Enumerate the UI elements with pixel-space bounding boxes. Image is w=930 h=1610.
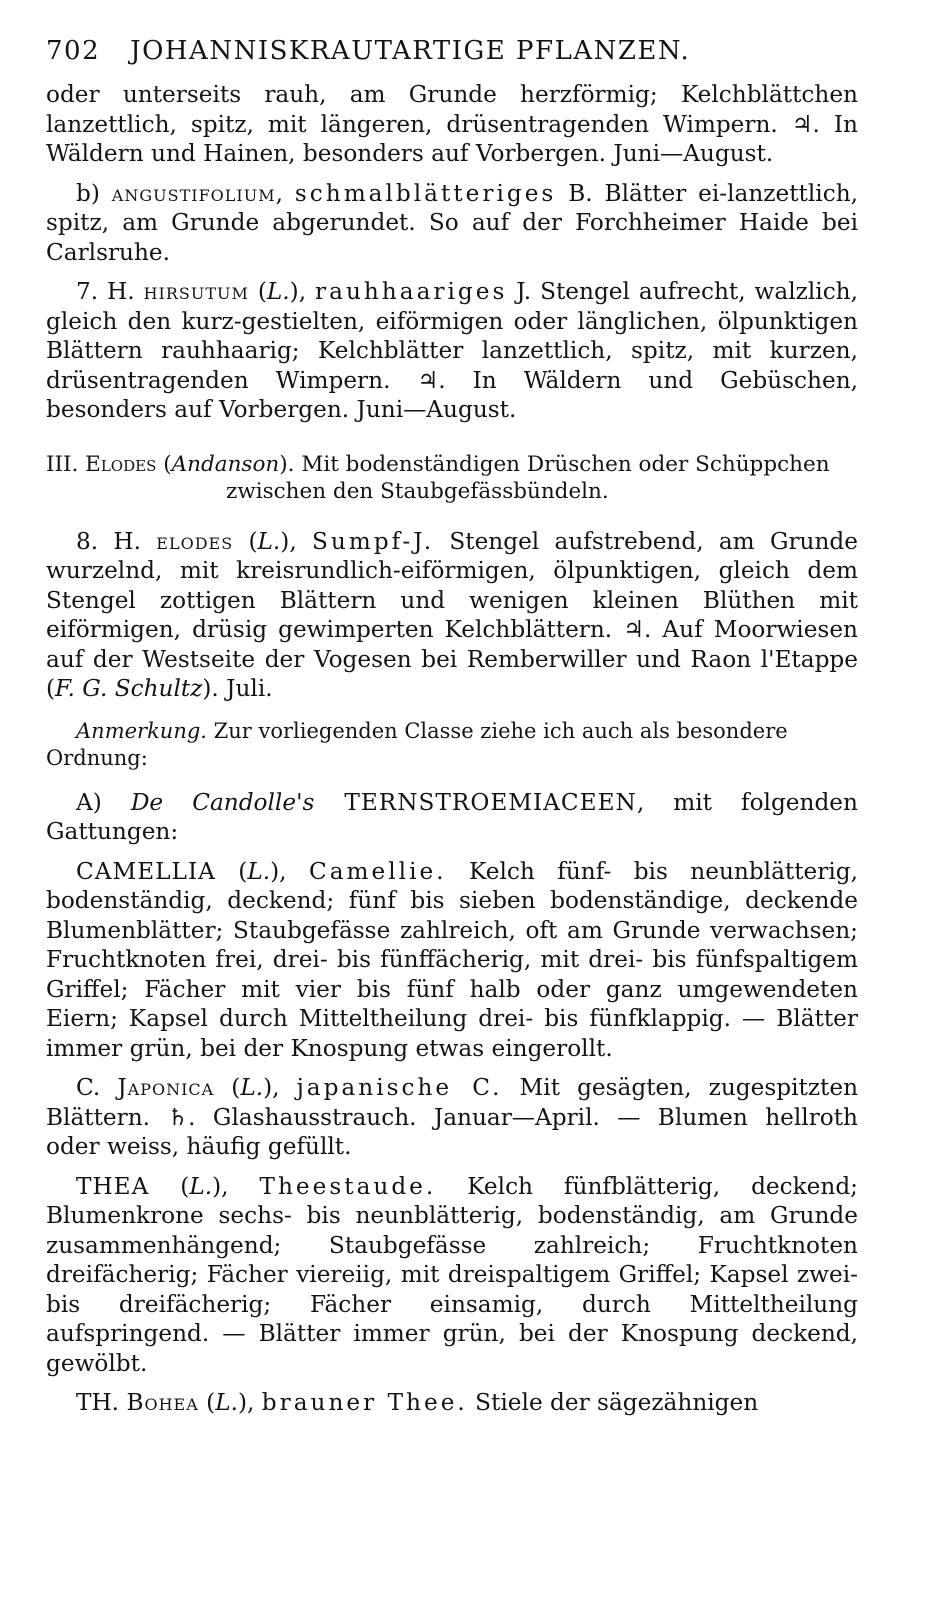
running-header xyxy=(46,34,858,68)
genus-name: CAMELLIA xyxy=(76,857,216,885)
paragraph-species-japonica: C. Japonica (L.), japanische C. Mit gesägten, zugespitzten Blättern. ♄. Glashausstrauch. Januar—April. — Blumen hellroth oder weiss, häufig gefüllt. xyxy=(46,1074,859,1160)
species-label: TH. xyxy=(76,1389,127,1416)
reference-author: F. G. Schultz xyxy=(55,675,203,702)
paragraph-ternstroemiaceen xyxy=(46,788,858,847)
species-number: 8. H. xyxy=(76,527,157,555)
genus-name: THEA xyxy=(76,1172,150,1200)
section-label: III. xyxy=(46,451,86,477)
species-label: C. xyxy=(76,1074,118,1101)
note-text: Zur vorliegenden Classe ziehe ich auch als besondere Ordnung: xyxy=(46,718,788,770)
section-heading-elodes: III. Elodes (Andanson). Mit bodenständigen Drüschen oder Schüppchen zwischen den Staubgefässbündeln. xyxy=(46,451,858,505)
author: L. xyxy=(257,527,281,555)
common-name: Camellie. xyxy=(308,857,447,885)
paragraph-continuation xyxy=(46,80,858,169)
author: Andanson xyxy=(171,451,280,477)
page-number: 702 xyxy=(46,36,101,66)
section-name: Elodes xyxy=(85,451,157,477)
species-number: 7. H. xyxy=(76,278,144,305)
paragraph-text: Stengel aufstrebend, am Grunde wurzelnd, mit kreisrundlich-eiförmigen, ölpunktigen, gleich dem Stengel zottigen Blättern und wenigen kleinen Blüthen mit eiförmigen, drüsig gewimperten Kelchblättern. ♃. Auf Moorwiesen auf der Westseite der Vogesen bei Remberwiller und Raon l'Etappe ( xyxy=(46,527,858,702)
paragraph-variety-angustifolium: b) angustifolium, schmalblätteriges B. Blätter ei-lanzettlich, spitz, am Grunde abgerundet. So auf der Forchheimer Haide bei Carlsruhe. xyxy=(46,179,858,266)
author: L. xyxy=(266,278,290,305)
author: L. xyxy=(247,857,271,885)
paragraph-text: , mit folgenden Gattungen: xyxy=(46,788,858,845)
note-label: Anmerkung. xyxy=(76,718,207,743)
section-description: Mit bodenständigen Drüschen oder Schüppchen xyxy=(301,451,830,477)
common-name: brauner Thee. xyxy=(261,1389,468,1416)
paragraph-species-elodes: 8. H. elodes (L.), Sumpf-J. Stengel aufstrebend, am Grunde wurzelnd, mit kreisrundlich-eiförmigen, ölpunktigen, gleich dem Stengel zottigen Blättern und wenigen kleinen Blüthen mit eiförmigen, drüsig gewimperten Kelchblättern. ♃. Auf Moorwiesen auf der Westseite der Vogesen bei Remberwiller und Raon l'Etappe (F. G. Schultz). Juli. xyxy=(46,527,858,702)
species-name: elodes xyxy=(156,527,234,555)
variety-label: b) xyxy=(76,179,112,207)
paragraph-species-hirsutum: 7. H. hirsutum (L.), rauhhaariges J. Stengel aufrecht, walzlich, gleich den kurz-gestielten, eiförmigen oder länglichen, ölpunktigen Blättern rauhhaarig; Kelchblätter lanzettlich, spitz, mit kurzen, drüsentragenden Wimpern. ♃. In Wäldern und Gebüschen, besonders auf Vorbergen. Juni—August. xyxy=(46,278,858,423)
common-name: Sumpf-J. xyxy=(311,527,435,555)
order-name: TERNSTROEMIACEEN xyxy=(314,788,637,816)
author: L. xyxy=(189,1172,213,1200)
author: L. xyxy=(215,1389,238,1416)
paragraph-species-bohea: TH. Bohea (L.), brauner Thee. Stiele der sägezähnigen xyxy=(76,1389,759,1416)
paragraph-text: Mit gesägten, zugespitzten Blättern. ♄. Glashausstrauch. Januar—April. — Blumen hellroth oder weiss, häufig gefüllt. xyxy=(46,1074,859,1160)
common-name: japanische C. xyxy=(296,1074,503,1101)
note-anmerkung xyxy=(46,718,858,772)
variety-name: angustifolium xyxy=(111,179,276,207)
species-name: hirsutum xyxy=(143,278,249,305)
author: De Candolle's xyxy=(130,788,315,816)
species-name: Bohea xyxy=(126,1389,199,1416)
running-title: JOHANNISKRAUTARTIGE PFLANZEN. xyxy=(130,36,691,66)
common-name: rauhhaariges xyxy=(315,278,508,305)
order-label: A) xyxy=(76,788,131,816)
paragraph-text: Stiele der sägezähnigen xyxy=(467,1389,759,1416)
paragraph-text: B. Blätter ei-lanzettlich, spitz, am Grunde abgerundet. So auf der Forchheimer Haide bei Carlsruhe. xyxy=(46,179,858,266)
author: L. xyxy=(240,1074,264,1101)
paragraph-genus-camellia: CAMELLIA (L.), Camellie. Kelch fünf- bis neunblätterig, bodenständig, deckend; fünf bis sieben bodenständige, deckende Blumenblätter; Staubgefässe zahlreich, oft am Grunde verwachsen; Fruchtknoten frei, drei- bis fünffächerig, mit drei- bis fünfspaltigem Griffel; Fächer mit vier bis fünf halb oder ganz umgewendeten Eiern; Kapsel durch Mitteltheilung drei- bis fünfklappig. — Blätter immer grün, bei der Knospung etwas eingerollt. xyxy=(46,857,858,1062)
common-name: Theestaude. xyxy=(259,1172,437,1200)
paragraph-text: Kelch fünfblätterig, deckend; Blumenkrone sechs- bis neunblätterig, bodenständig, am Grunde zusammenhängend; Staubgefässe zahlreich; Fruchtknoten dreifächerig; Fächer viereiig, mit dreispaltigem Griffel; Kapsel zwei- bis dreifächerig; Fächer einsamig, durch Mitteltheilung aufspringend. — Blätter immer grün, bei der Knospung deckend, gewölbt. xyxy=(46,1172,858,1377)
paragraph-text: Kelch fünf- bis neunblätterig, bodenständig, deckend; fünf bis sieben bodenständige, deckende Blumenblätter; Staubgefässe zahlreich, oft am Grunde verwachsen; Fruchtknoten frei, drei- bis fünffächerig, mit drei- bis fünfspaltigem Griffel; Fächer mit vier bis fünf halb oder ganz umgewendeten Eiern; Kapsel durch Mitteltheilung drei- bis fünfklappig. — Blätter immer grün, bei der Knospung etwas eingerollt. xyxy=(46,857,858,1062)
paragraph-text: oder unterseits rauh, am Grunde herzförmig; Kelchblättchen lanzettlich, spitz, mit längeren, drüsentragenden Wimpern. ♃. In Wäldern und Hainen, besonders auf Vorbergen. Juni—August. xyxy=(46,81,858,167)
section-description-cont: zwischen den Staubgefässbündeln. xyxy=(226,478,609,504)
paragraph-genus-thea: THEA (L.), Theestaude. Kelch fünfblätterig, deckend; Blumenkrone sechs- bis neunblätterig, bodenständig, am Grunde zusammenhängend; Staubgefässe zahlreich; Fruchtknoten dreifächerig; Fächer viereiig, mit dreispaltigem Griffel; Kapsel zwei- bis dreifächerig; Fächer einsamig, durch Mitteltheilung aufspringend. — Blätter immer grün, bei der Knospung deckend, gewölbt. xyxy=(46,1172,858,1377)
paragraph-text: J. Stengel aufrecht, walzlich, gleich den kurz-gestielten, eiförmigen oder länglichen, ölpunktigen Blättern rauhhaarig; Kelchblätter lanzettlich, spitz, mit kurzen, drüsentragenden Wimpern. ♃. In Wäldern und Gebüschen, besonders auf Vorbergen. Juni—August. xyxy=(46,278,858,423)
common-name: schmalblätteriges xyxy=(294,179,557,207)
species-name: Japonica xyxy=(117,1074,215,1101)
